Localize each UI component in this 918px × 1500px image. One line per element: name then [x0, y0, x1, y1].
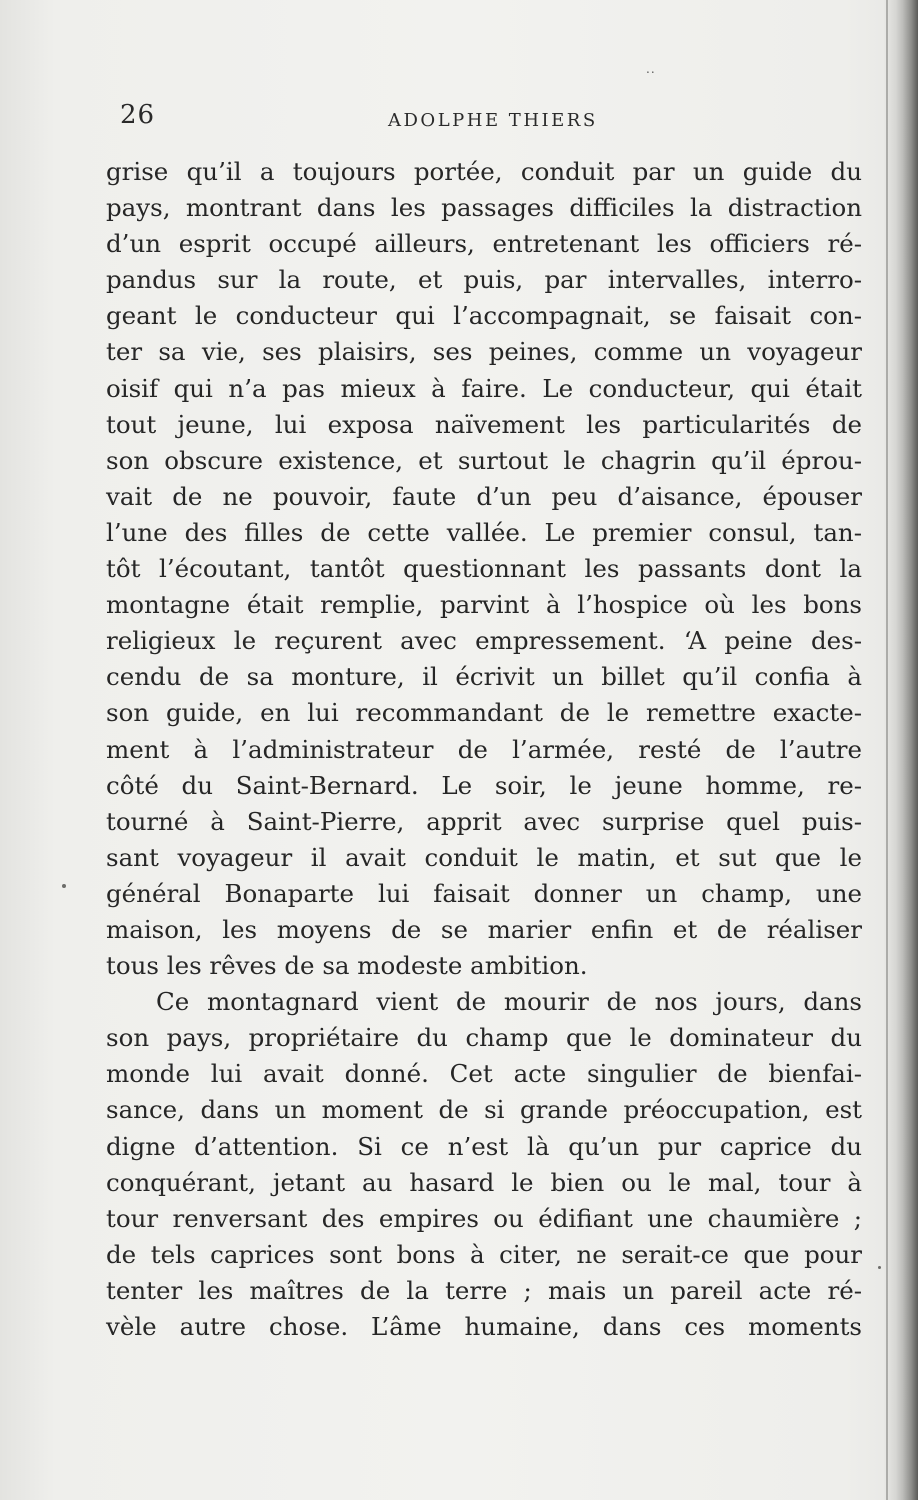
- page-number: 26: [120, 100, 156, 130]
- margin-speck: [878, 1266, 881, 1269]
- text-line: l’une des filles de cette vallée. Le premier consul, tan-: [106, 517, 862, 547]
- page-edge-shadow: [884, 0, 918, 1500]
- text-line: pays, montrant dans les passages difficiles la distraction: [106, 193, 862, 223]
- text-line: sant voyageur il avait conduit le matin, et sut que le: [106, 842, 862, 872]
- running-head: [0, 96, 918, 136]
- paragraph-1: [106, 154, 862, 984]
- text-line: digne d’attention. Si ce n’est là qu’un pur caprice du: [106, 1131, 862, 1161]
- text-line: grise qu’il a toujours portée, conduit par un guide du: [106, 157, 862, 186]
- text-line: d’un esprit occupé ailleurs, entretenant les officiers ré-: [106, 229, 862, 259]
- text-line: Ce montagnard vient de mourir de nos jours, dans: [156, 987, 862, 1017]
- text-line: son guide, en lui recommandant de le remettre exacte-: [106, 698, 862, 728]
- text-line: vèle autre chose. L’âme humaine, dans ces moments: [106, 1312, 862, 1341]
- text-line: vait de ne pouvoir, faute d’un peu d’aisance, épouser: [106, 481, 862, 511]
- paragraph-2: [106, 984, 862, 1345]
- text-line: ter sa vie, ses plaisirs, ses peines, comme un voyageur: [106, 337, 862, 367]
- text-line: pandus sur la route, et puis, par intervalles, interro-: [106, 265, 862, 295]
- text-line: monde lui avait donné. Cet acte singulier de bienfai-: [106, 1059, 862, 1089]
- text-line: cendu de sa monture, il écrivit un billet qu’il confia à: [106, 662, 862, 692]
- text-line: de tels caprices sont bons à citer, ne serait-ce que pour: [106, 1239, 862, 1269]
- text-line: tenter les maîtres de la terre ; mais un pareil acte ré-: [106, 1275, 862, 1305]
- text-line: son obscure existence, et surtout le chagrin qu’il éprou-: [106, 445, 862, 475]
- text-line: sance, dans un moment de si grande préoccupation, est: [106, 1095, 862, 1125]
- text-line: tous les rêves de sa modeste ambition.: [106, 951, 588, 981]
- text-line: tôt l’écoutant, tantôt questionnant les passants dont la: [106, 554, 862, 584]
- text-line: son pays, propriétaire du champ que le dominateur du: [106, 1023, 862, 1053]
- stray-marks: ..: [646, 62, 656, 76]
- margin-speck: [62, 884, 66, 888]
- running-title: ADOLPHE THIERS: [388, 110, 598, 131]
- text-line: conquérant, jetant au hasard le bien ou le mal, tour à: [106, 1167, 862, 1197]
- text-line: tout jeune, lui exposa naïvement les particularités de: [106, 409, 862, 439]
- text-line: côté du Saint-Bernard. Le soir, le jeune homme, re-: [106, 770, 862, 800]
- page-edge-line: [886, 0, 888, 1500]
- text-line: montagne était remplie, parvint à l’hospice où les bons: [106, 590, 862, 620]
- text-line: oisif qui n’a pas mieux à faire. Le conducteur, qui était: [106, 373, 862, 403]
- text-line: religieux le reçurent avec empressement. ‘A peine des-: [106, 626, 862, 656]
- text-line: maison, les moyens de se marier enfin et de réaliser: [106, 914, 862, 944]
- text-line: geant le conducteur qui l’accompagnait, se faisait con-: [106, 301, 862, 331]
- text-line: tour renversant des empires ou édifiant une chaumière ;: [106, 1203, 862, 1233]
- body-text: [106, 154, 862, 1345]
- text-line: tourné à Saint-Pierre, apprit avec surprise quel puis-: [106, 806, 862, 836]
- text-line: ment à l’administrateur de l’armée, resté de l’autre: [106, 734, 862, 764]
- text-line: général Bonaparte lui faisait donner un champ, une: [106, 878, 862, 908]
